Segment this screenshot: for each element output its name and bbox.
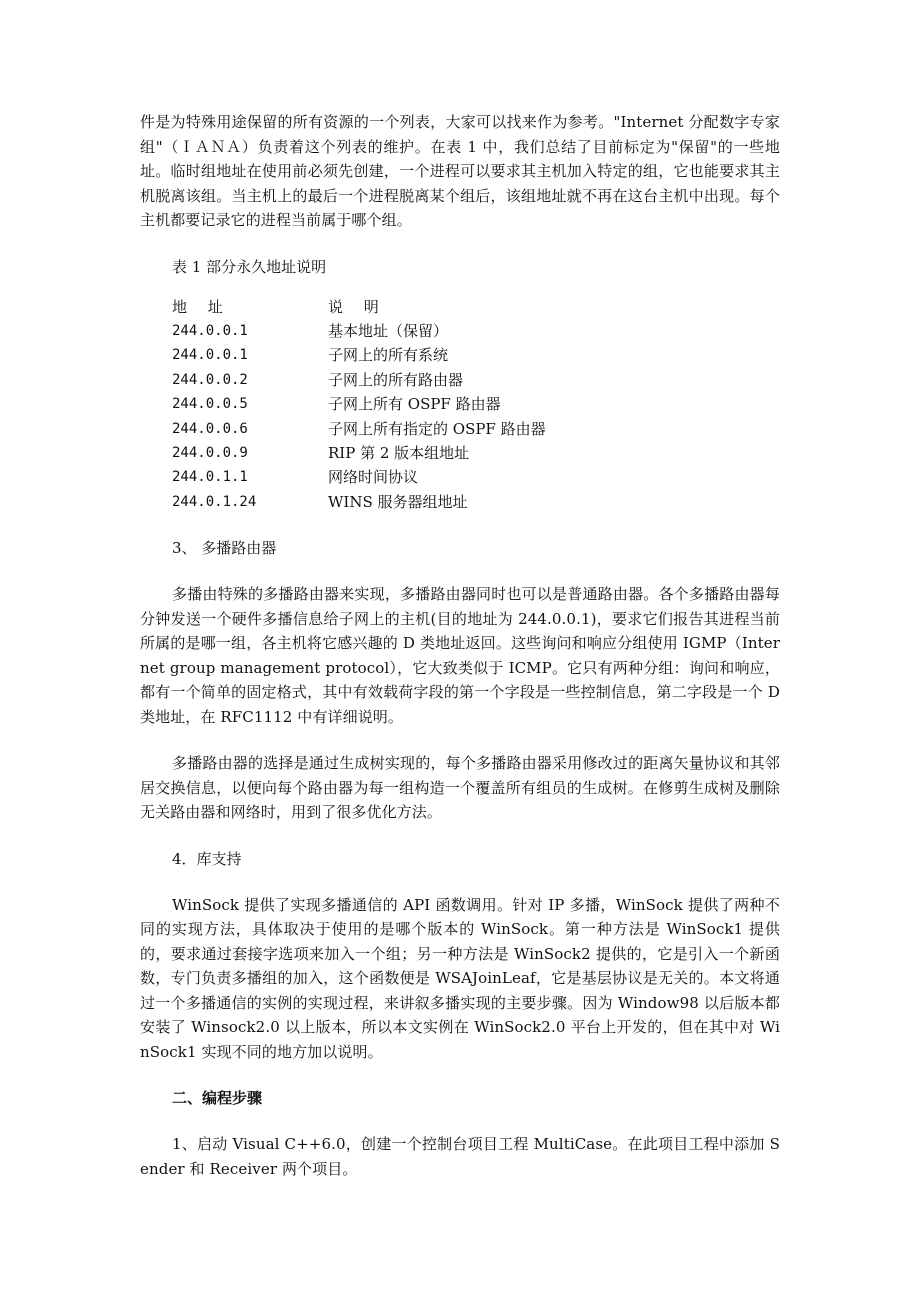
header-description: 说 明: [328, 297, 387, 316]
description-cell: 网络时间协议: [328, 468, 419, 487]
table-row: [172, 465, 780, 489]
document-page: [140, 110, 780, 1181]
table-row: [172, 343, 780, 367]
heading-programming-steps: 二、编程步骤: [172, 1089, 263, 1108]
description-cell: 基本地址（保留）: [328, 321, 449, 340]
paragraph-multicast-router: 多播由特殊的多播路由器来实现，多播路由器同时也可以是普通路由器。各个多播路由器每分钟发送一个硬件多播信息给子网上的主机(目的地址为 244.0.0.1)，要求它们报告其进程当前所属的是哪一组，各主机将它感兴趣的 D 类地址返回。这些询问和响应分组使用 IGMP（Internet group management protocol），它大致类似于 ICMP。它只有两种分组：询问和响应，都有一个简单的固定格式，其中有效载荷字段的第一个字段是一些控制信息，第二字段是一个 D 类地址，在 RFC1112 中有详细说明。: [140, 585, 780, 726]
permanent-address-table: [172, 295, 780, 515]
address-cell: 244.0.0.6: [172, 420, 248, 437]
description-cell: 子网上的所有系统: [328, 346, 449, 365]
address-cell: 244.0.0.9: [172, 444, 248, 461]
address-cell: 244.0.0.1: [172, 322, 248, 339]
description-cell: RIP 第 2 版本组地址: [328, 443, 470, 462]
address-cell: 244.0.1.1: [172, 469, 248, 486]
address-cell: 244.0.0.5: [172, 396, 248, 413]
description-cell: 子网上所有指定的 OSPF 路由器: [328, 419, 546, 438]
table-row: [172, 368, 780, 392]
table-row: [172, 441, 780, 465]
table-row: [172, 490, 780, 514]
paragraph-iana-intro: 件是为特殊用途保留的所有资源的一个列表，大家可以找来作为参考。"Internet 分配数字专家组"（ＩＡＮＡ）负责着这个列表的维护。在表 1 中，我们总结了目前标定为"保留"的一些地址。临时组地址在使用前必须先创建，一个进程可以要求其主机加入特定的组，它也能要求其主机脱离该组。当主机上的最后一个进程脱离某个组后，该组地址就不再在这台主机中出现。每个主机都要记录它的进程当前属于哪个组。: [140, 113, 780, 229]
address-cell: 244.0.0.2: [172, 371, 248, 388]
header-address: 地 址: [172, 297, 231, 316]
description-cell: WINS 服务器组地址: [328, 492, 468, 511]
heading-multicast-router: 3、 多播路由器: [172, 539, 277, 558]
paragraph-spanning-tree: 多播路由器的选择是通过生成树实现的，每个多播路由器采用修改过的距离矢量协议和其邻居交换信息，以便向每个路由器为每一组构造一个覆盖所有组员的生成树。在修剪生成树及删除无关路由器和网络时，用到了很多优化方法。: [140, 754, 780, 822]
description-cell: 子网上所有 OSPF 路由器: [328, 395, 501, 414]
address-cell: 244.0.1.24: [172, 493, 257, 510]
paragraph-winsock: WinSock 提供了实现多播通信的 API 函数调用。针对 IP 多播，WinSock 提供了两种不同的实现方法，具体取决于使用的是哪个版本的 WinSock。第一种方法是 WinSock1 提供的，要求通过套接字选项来加入一个组；另一种方法是 WinSock2 提供的，它是引入一个新函数，专门负责多播组的加入，这个函数便是 WSAJoinLeaf，它是基层协议是无关的。本文将通过一个多播通信的实例的实现过程，来讲叙多播实现的主要步骤。因为 Window98 以后版本都安装了 Winsock2.0 以上版本，所以本文实例在 WinSock2.0 平台上开发的，但在其中对 WinSock1 实现不同的地方加以说明。: [140, 895, 780, 1061]
table-header-row: [172, 295, 780, 319]
table-caption: 表 1 部分永久地址说明: [172, 257, 327, 276]
paragraph-step-1: 1、启动 Visual C++6.0，创建一个控制台项目工程 MultiCase。在此项目工程中添加 Sender 和 Receiver 两个项目。: [140, 1135, 780, 1178]
description-cell: 子网上的所有路由器: [328, 370, 464, 389]
table-row: [172, 392, 780, 416]
heading-library-support: 4．库支持: [172, 849, 242, 868]
table-row: [172, 417, 780, 441]
address-cell: 244.0.0.1: [172, 347, 248, 364]
table-row: [172, 319, 780, 343]
